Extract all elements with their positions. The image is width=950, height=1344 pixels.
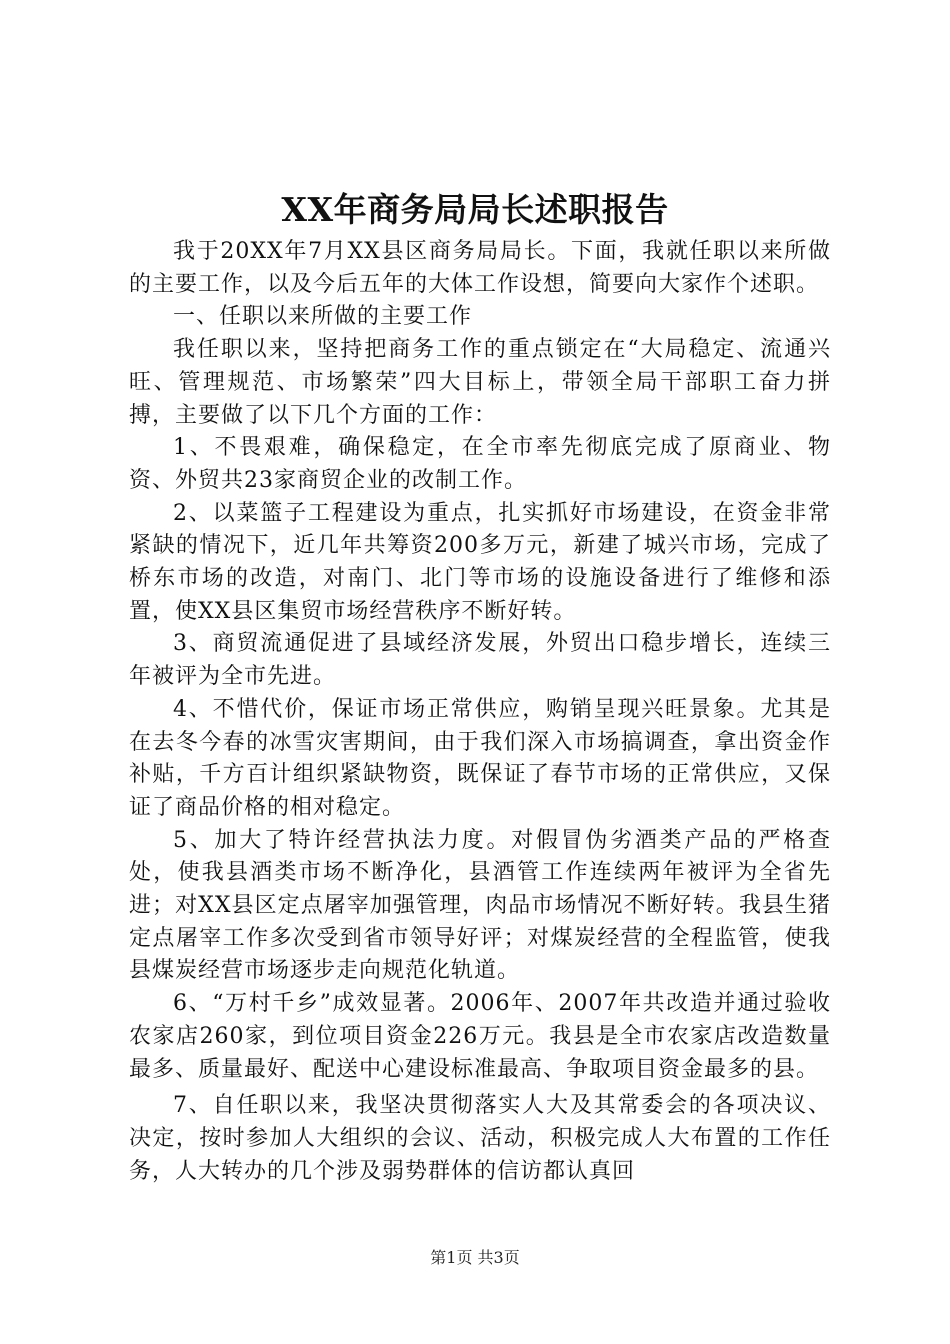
paragraph-overview: 我任职以来，坚持把商务工作的重点锁定在“大局稳定、流通兴旺、管理规范、市场繁荣”四大目标上，带领全局干部职工奋力拼搏，主要做了以下几个方面的工作： — [129, 337, 831, 428]
paragraph-item-1: 1、不畏艰难，确保稳定，在全市率先彻底完成了原商业、物资、外贸共23家商贸企业的改制工作。 — [129, 435, 831, 493]
document-title: XX年商务局局长述职报告 — [281, 190, 669, 229]
paragraph-item-4: 4、不惜代价，保证市场正常供应，购销呈现兴旺景象。尤其是在去冬今春的冰雪灾害期间，由于我们深入市场搞调查，拿出资金作补贴，千方百计组织紧缺物资，既保证了春节市场的正常供应，又保证了商品价格的相对稳定。 — [129, 696, 831, 820]
paragraph-item-3: 3、商贸流通促进了县域经济发展，外贸出口稳步增长，连续三年被评为全市先进。 — [129, 631, 831, 690]
paragraph-item-2: 2、以菜篮子工程建设为重点，扎实抓好市场建设，在资金非常紧缺的情况下，近几年共筹资200多万元，新建了城兴市场，完成了桥东市场的改造，对南门、北门等市场的设施设备进行了维修和添置，使XX县区集贸市场经营秩序不断好转。 — [129, 500, 831, 624]
page-footer: 第1页 共3页 — [430, 1248, 520, 1267]
paragraph-intro: 我于20XX年7月XX县区商务局局长。下面，我就任职以来所做的主要工作，以及今后五年的大体工作设想，简要向大家作个述职。 — [129, 239, 831, 297]
section-heading: 一、任职以来所做的主要工作 — [173, 304, 473, 330]
document-body — [129, 236, 831, 1188]
paragraph-item-5: 5、加大了特许经营执法力度。对假冒伪劣酒类产品的严格查处，使我县酒类市场不断净化，县酒管工作连续两年被评为全省先进；对XX县区定点屠宰加强管理，肉品市场情况不断好转。我县生猪定点屠宰工作多次受到省市领导好评；对煤炭经营的全程监管，使我县煤炭经营市场逐步走向规范化轨道。 — [129, 827, 831, 984]
paragraph-item-6: 6、“万村千乡”成效显著。2006年、2007年共改造并通过验收农家店260家，到位项目资金226万元。我县是全市农家店改造数量最多、质量最好、配送中心建设标准最高、争取项目资金最多的县。 — [129, 991, 831, 1082]
paragraph-item-7: 7、自任职以来，我坚决贯彻落实人大及其常委会的各项决议、决定，按时参加人大组织的会议、活动，积极完成人大布置的工作任务，人大转办的几个涉及弱势群体的信访都认真回 — [129, 1093, 831, 1184]
